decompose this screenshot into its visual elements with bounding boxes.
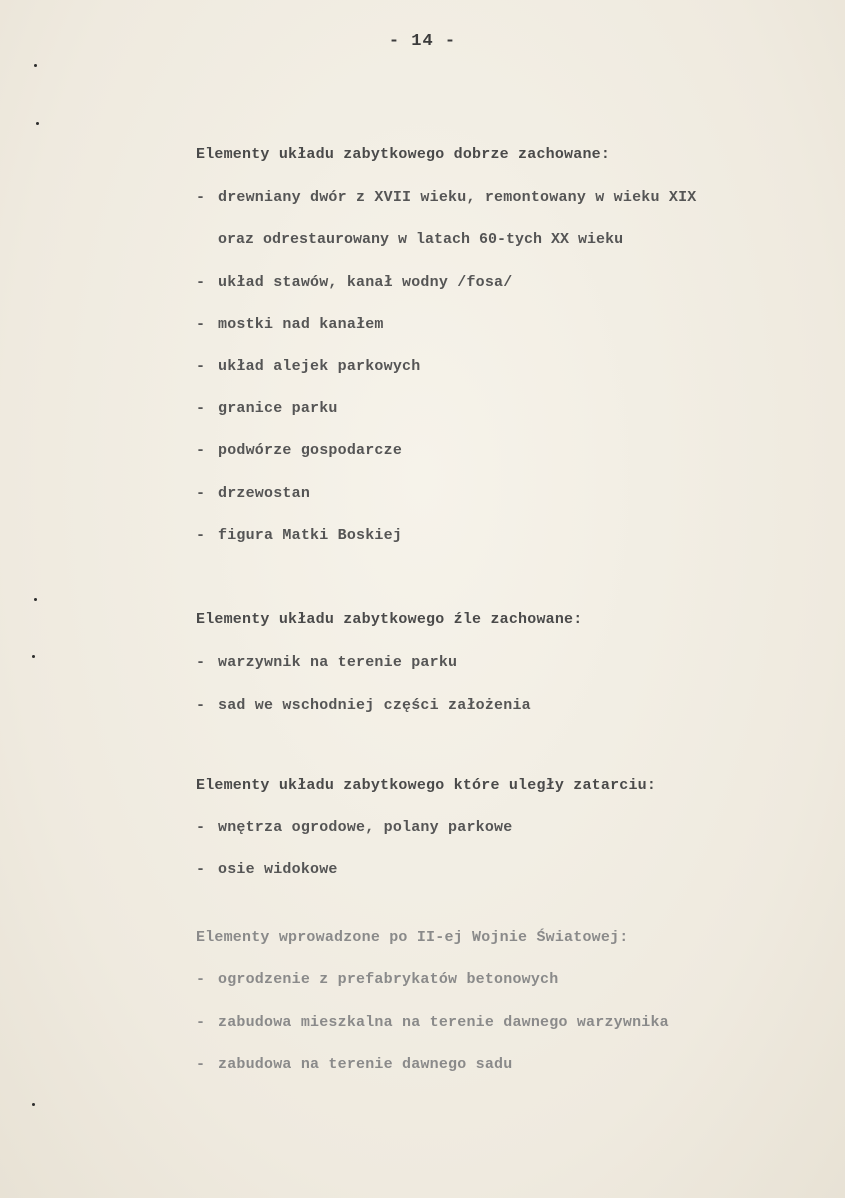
list-item: - drewniany dwór z XVII wieku, remontowany w wieku XIX bbox=[196, 189, 697, 206]
list-item: - zabudowa mieszkalna na terenie dawnego warzywnika bbox=[196, 1014, 669, 1031]
paper-speck bbox=[36, 122, 39, 125]
list-item: - granice parku bbox=[196, 400, 338, 417]
list-item: - podwórze gospodarcze bbox=[196, 442, 403, 459]
page-number: - 14 - bbox=[388, 32, 457, 51]
list-item: - mostki nad kanałem bbox=[196, 316, 384, 333]
section-heading-poorly-preserved: Elementy układu zabytkowego źle zachowane: bbox=[196, 611, 583, 628]
paper-speck bbox=[34, 598, 37, 601]
section-heading-obliterated: Elementy układu zabytkowego które uległy zatarciu: bbox=[196, 777, 657, 794]
paper-speck bbox=[34, 64, 37, 67]
list-item: - figura Matki Boskiej bbox=[196, 527, 403, 544]
list-item: - wnętrza ogrodowe, polany parkowe bbox=[196, 819, 513, 836]
paper-speck bbox=[32, 1103, 35, 1106]
section-heading-well-preserved: Elementy układu zabytkowego dobrze zachowane: bbox=[196, 146, 611, 163]
list-item: - warzywnik na terenie parku bbox=[196, 654, 458, 671]
list-item: - układ stawów, kanał wodny /fosa/ bbox=[196, 274, 513, 291]
list-item: - ogrodzenie z prefabrykatów betonowych bbox=[196, 971, 559, 988]
list-item-continuation: oraz odrestaurowany w latach 60-tych XX wieku bbox=[218, 231, 624, 248]
list-item: - układ alejek parkowych bbox=[196, 358, 421, 375]
list-item: - osie widokowe bbox=[196, 861, 338, 878]
paper-speck bbox=[32, 655, 35, 658]
section-heading-post-war: Elementy wprowadzone po II-ej Wojnie Światowej: bbox=[196, 929, 629, 946]
list-item: - zabudowa na terenie dawnego sadu bbox=[196, 1056, 513, 1073]
list-item: - drzewostan bbox=[196, 485, 311, 502]
list-item: - sad we wschodniej części założenia bbox=[196, 697, 531, 714]
